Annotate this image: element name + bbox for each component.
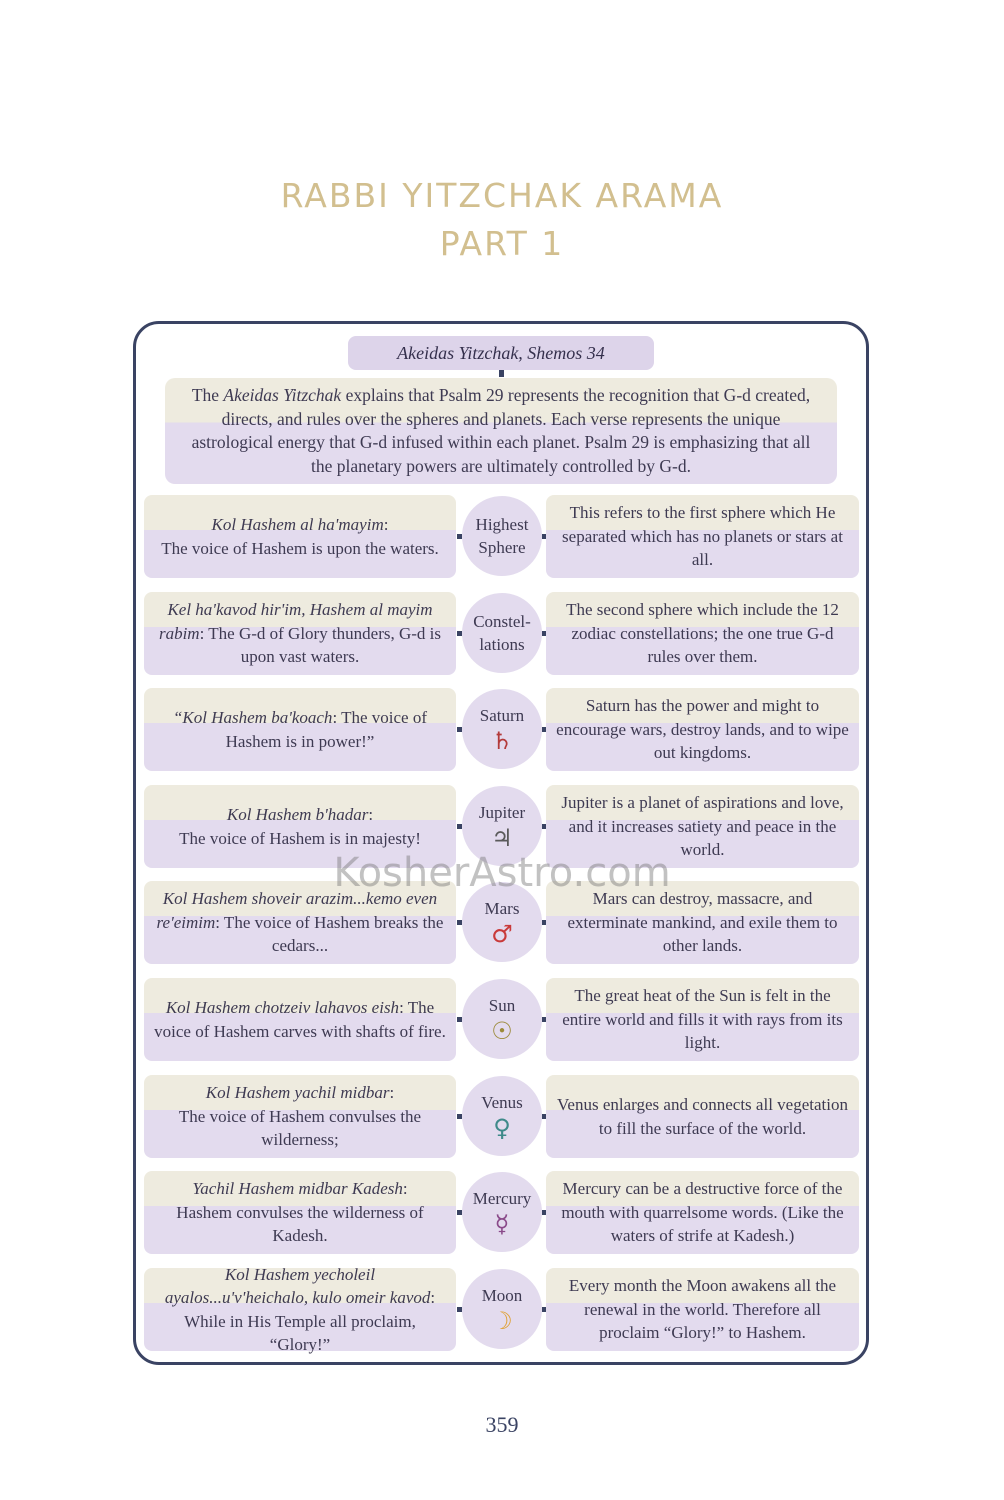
verse-translation: : The G-d of Glory thunders, G-d is upon vast waters.	[199, 623, 442, 667]
planet-circle	[462, 593, 542, 673]
planet-name-line2: Sphere	[478, 538, 526, 557]
planet-circle	[462, 496, 542, 576]
verse-box	[144, 978, 456, 1061]
verse-box	[144, 1171, 456, 1254]
planet-name: Mars	[484, 898, 520, 918]
verse-italic: Kol Hashem al ha'mayim	[211, 515, 384, 534]
source-label: Akeidas Yitzchak, Shemos 34	[348, 336, 654, 370]
planet-name: Sun	[488, 995, 516, 1015]
planet-name: Moon	[481, 1285, 523, 1305]
verse-text	[154, 887, 446, 958]
planet-name: Mercury	[472, 1188, 532, 1208]
verse-translation: : While in His Temple all proclaim, “Glory!”	[184, 1288, 436, 1354]
verse-text	[154, 1177, 446, 1248]
planet-name: Saturn	[479, 705, 525, 725]
planet-name-line2: lations	[479, 635, 525, 654]
verse-translation: : Hashem convulses the wilderness of Kadesh.	[176, 1179, 424, 1246]
planet-circle	[462, 979, 542, 1059]
explanation-box	[546, 592, 859, 675]
explanation-text: Jupiter is a planet of aspirations and love, and it increases satiety and peace in the world.	[561, 793, 844, 860]
explanation-text: Mars can destroy, massacre, and exterminate mankind, and exile them to other lands.	[567, 889, 838, 956]
verse-translation: : The voice of Hashem is upon the waters.	[161, 515, 439, 558]
explanation-text: Saturn has the power and might to encourage wars, destroy lands, and to wipe out kingdoms.	[556, 696, 849, 763]
explanation-box	[546, 978, 859, 1061]
explanation-box	[546, 1268, 859, 1351]
verse-italic: Kel ha'kavod hir'im, Hashem al mayim rabim	[158, 600, 433, 643]
planet-circle	[462, 1076, 542, 1156]
planet-name: Constel-	[473, 612, 531, 631]
verse-text	[154, 996, 446, 1043]
explanation-text: Mercury can be a destructive force of the mouth with quarrelsome words. (Like the waters of strife at Kadesh.)	[561, 1179, 844, 1246]
explanation-text: The second sphere which include the 12 zodiac constellations; the one true G-d rules over them.	[566, 600, 839, 667]
explanation-box	[546, 495, 859, 578]
verse-italic: “Kol Hashem ba'koach	[172, 708, 333, 727]
moon-symbol-icon: ☽	[491, 1306, 513, 1335]
verse-text	[154, 1263, 446, 1357]
watermark: KosherAstro.com	[333, 850, 671, 896]
source-connector	[499, 370, 504, 377]
intro-box	[165, 378, 837, 484]
verse-italic: Kol Hashem chotzeiv lahavos eish	[165, 998, 400, 1017]
page-number: 359	[485, 1412, 519, 1437]
planet-name: Jupiter	[478, 802, 526, 822]
explanation-text: This refers to the first sphere which He separated which has no planets or stars at all.	[562, 503, 843, 570]
verse-text	[161, 513, 439, 560]
intro-prefix: The	[191, 385, 224, 405]
verse-italic: Yachil Hashem midbar Kadesh	[192, 1179, 403, 1199]
explanation-box	[546, 1171, 859, 1254]
saturn-symbol-icon: ♄	[491, 726, 513, 755]
verse-translation: : The voice of Hashem is in majesty!	[179, 805, 421, 848]
planet-circle	[462, 1172, 542, 1252]
verse-box	[144, 592, 456, 675]
verse-text	[179, 803, 421, 850]
page-title-line1: RABBI YITZCHAK ARAMA	[280, 176, 724, 215]
explanation-box	[546, 1075, 859, 1158]
verse-italic: Kol Hashem yecholeil ayalos...u'v'heichalo, kulo omeir kavod	[164, 1264, 431, 1307]
verse-italic: Kol Hashem yachil midbar	[205, 1083, 390, 1103]
planet-name: Venus	[481, 1092, 523, 1112]
verse-box	[144, 688, 456, 771]
explanation-text: Every month the Moon awakens all the renewal in the world. Therefore all proclaim “Glory!” to Hashem.	[568, 1276, 837, 1343]
jupiter-symbol-icon: ♃	[491, 823, 513, 852]
intro-text: explains that Psalm 29 represents the recognition that G-d created, directs, and rules over the spheres and planets. Each verse represents the unique astrological energy that G-d infused within each planet. Psalm 29 is emphasizing that all the planetary powers are ultimately controlled by G-d.	[191, 385, 811, 476]
verse-translation: : The voice of Hashem convulses the wilderness;	[178, 1083, 422, 1150]
explanation-text: The great heat of the Sun is felt in the entire world and fills it with rays from its light.	[562, 986, 843, 1053]
verse-translation: : The voice of Hashem is in power!”	[225, 708, 428, 751]
page-title-line2: PART 1	[439, 224, 565, 263]
explanation-text: Venus enlarges and connects all vegetation to fill the surface of the world.	[557, 1095, 848, 1138]
verse-translation: : The voice of Hashem carves with shafts of fire.	[154, 998, 446, 1041]
verse-italic: Kol Hashem b'hadar	[226, 805, 369, 824]
verse-text	[154, 706, 446, 753]
verse-text	[154, 1081, 446, 1152]
planet-name: Highest	[475, 515, 529, 534]
verse-box	[144, 1075, 456, 1158]
verse-box	[144, 1264, 456, 1354]
explanation-box	[546, 688, 859, 771]
verse-text	[154, 598, 446, 669]
verse-italic: Kol Hashem shoveir arazim...kemo even re'eimim	[156, 889, 438, 932]
verse-translation: : The voice of Hashem breaks the cedars...	[215, 912, 444, 956]
venus-symbol-icon: ♀	[493, 1113, 511, 1142]
mercury-symbol-icon: ☿	[494, 1209, 510, 1238]
sun-symbol-icon: ☉	[491, 1016, 513, 1045]
verse-box	[144, 495, 456, 578]
mars-symbol-icon: ♂	[491, 919, 513, 948]
planet-circle	[462, 689, 542, 769]
intro-italic: Akeidas Yitzchak	[223, 385, 342, 405]
planet-circle	[462, 1269, 542, 1349]
